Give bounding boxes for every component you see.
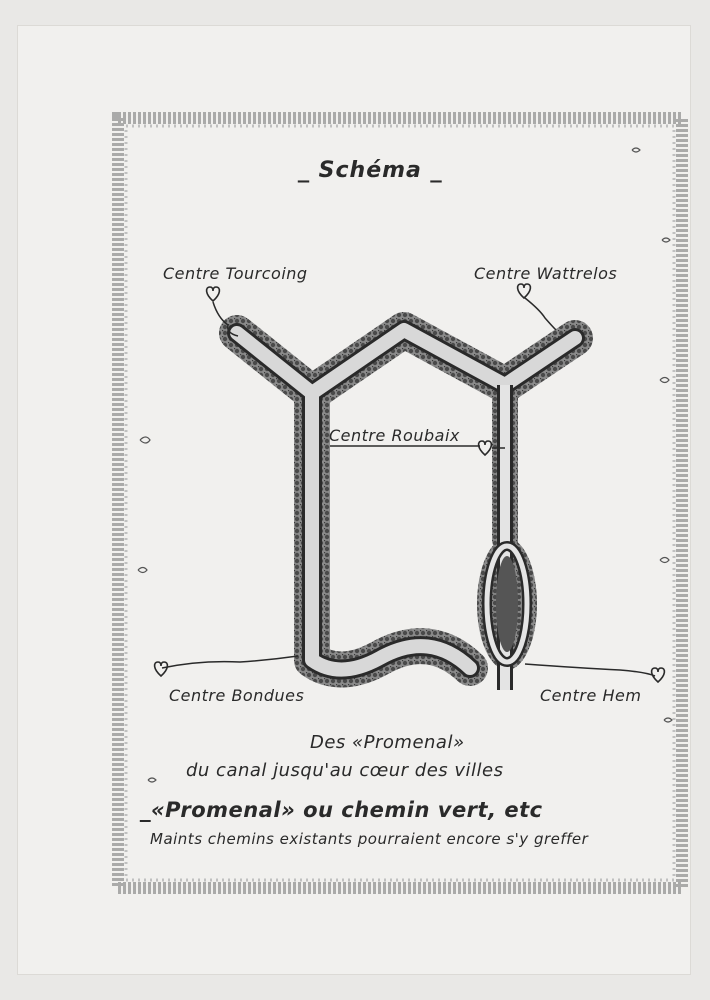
diagram-title: _ Schéma _ bbox=[298, 158, 443, 183]
caption-line-4: Maints chemins existants pourraient encore s'y greffer bbox=[150, 830, 589, 848]
label-centre-bondues: Centre Bondues bbox=[169, 686, 305, 705]
caption-line-3: _«Promenal» ou chemin vert, etc bbox=[140, 798, 543, 822]
label-centre-tourcoing: Centre Tourcoing bbox=[163, 264, 308, 283]
label-centre-wattrelos: Centre Wattrelos bbox=[474, 264, 618, 283]
label-centre-hem: Centre Hem bbox=[540, 686, 642, 705]
hem-link bbox=[525, 664, 655, 676]
caption-line-1: Des «Promenal» bbox=[310, 732, 465, 753]
roubaix-heart-icon bbox=[479, 441, 492, 455]
wattrelos-heart-icon bbox=[518, 284, 531, 298]
bondues-heart-icon bbox=[155, 662, 168, 676]
loop-center bbox=[496, 556, 518, 652]
wattrelos-link bbox=[525, 298, 556, 330]
label-centre-roubaix: Centre Roubaix bbox=[329, 426, 460, 445]
tourcoing-heart-icon bbox=[207, 287, 220, 301]
caption-line-2: du canal jusqu'au cœur des villes bbox=[186, 760, 504, 781]
bondues-link bbox=[162, 656, 298, 668]
